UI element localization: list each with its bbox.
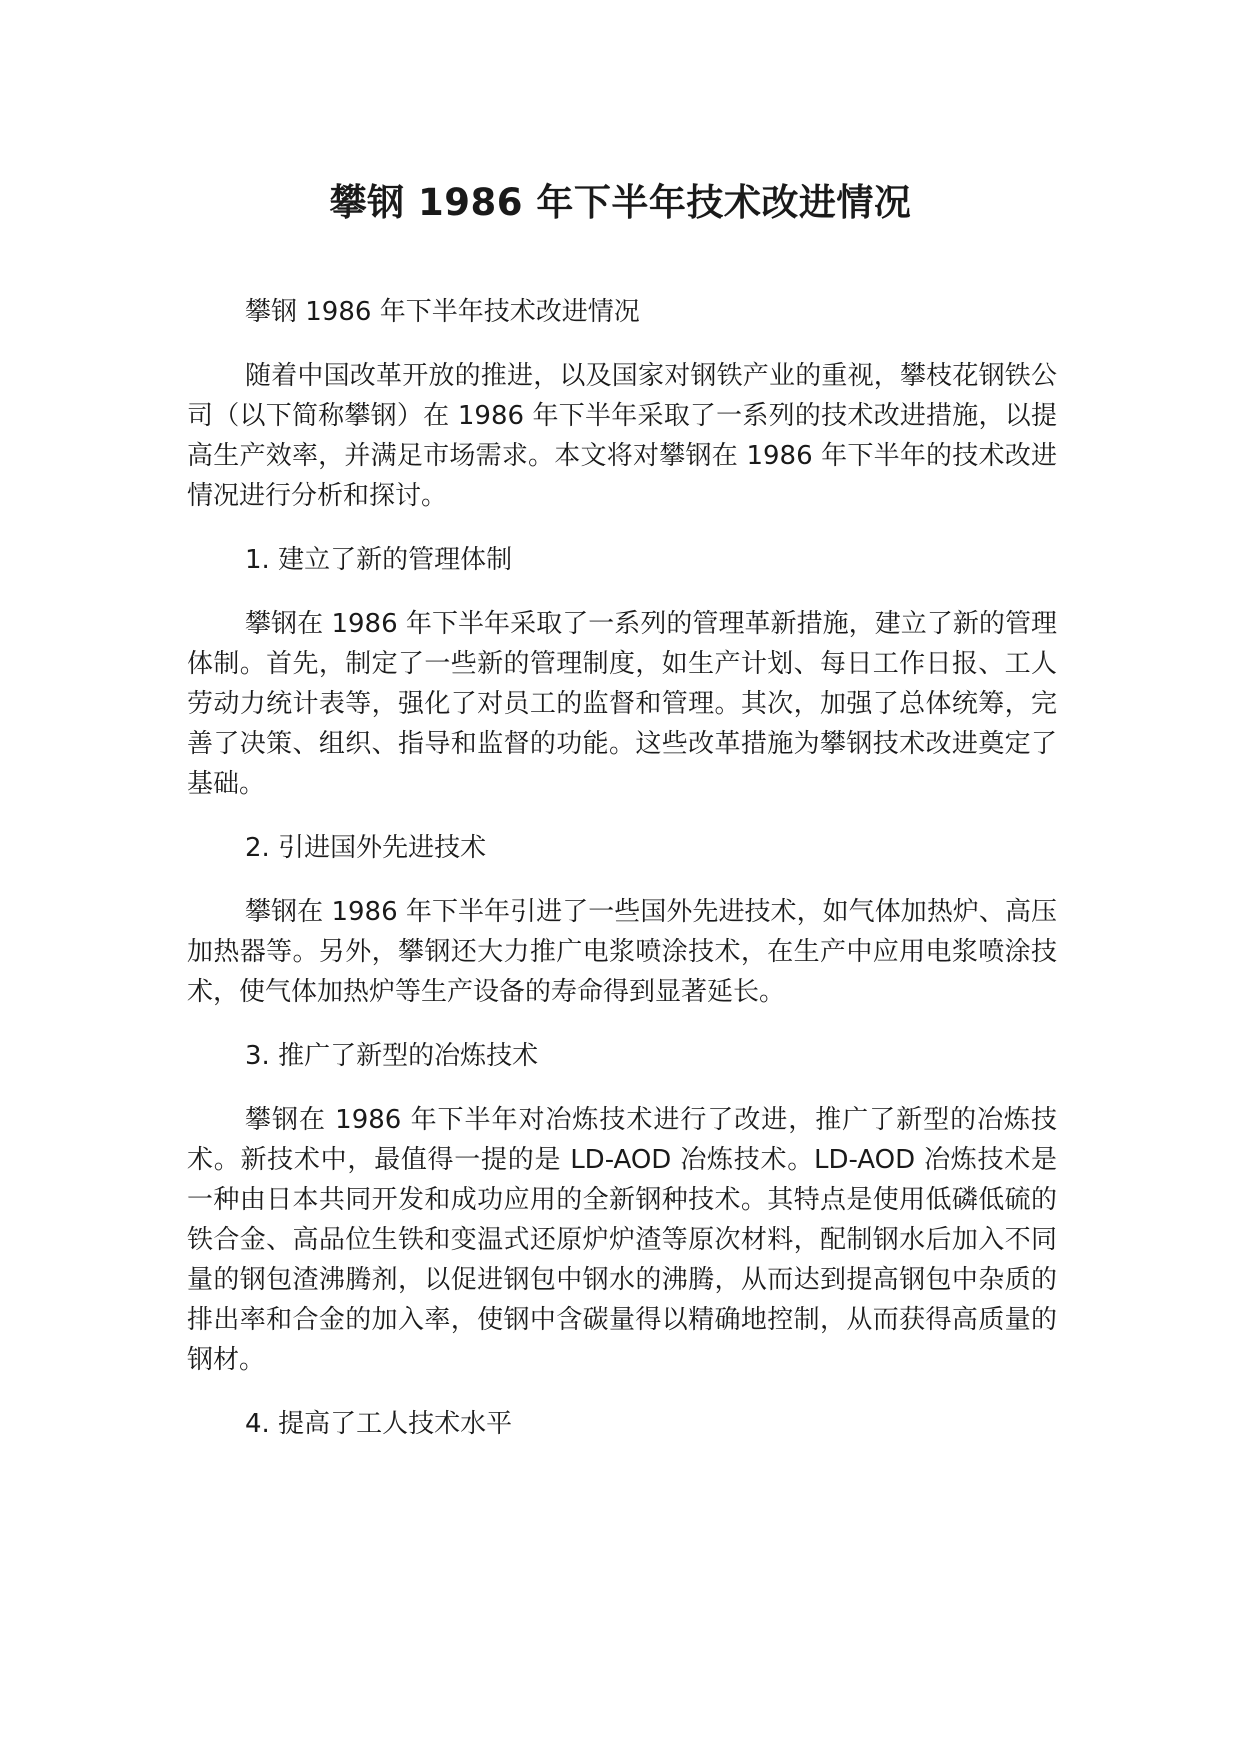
subtitle-paragraph: 攀钢 1986 年下半年技术改进情况 (245, 297, 640, 327)
section-heading-3: 3. 推广了新型的冶炼技术 (245, 1041, 539, 1071)
document-title: 攀钢 1986 年下半年技术改进情况 (329, 181, 912, 224)
section-paragraph-3: 攀钢在 1986 年下半年对冶炼技术进行了改进，推广了新型的冶炼技术。新技术中，最值得一提的是 LD-AOD 冶炼技术。LD-AOD 冶炼技术是一种由日本共同开发和成功应用的全新钢种技术。其特点是使用低磷低硫的铁合金、高品位生铁和变温式还原炉炉渣等原次材料，配制钢水后加入不同量的钢包渣沸腾剂，以促进钢包中钢水的沸腾，从而达到提高钢包中杂质的排出率和合金的加入率，使钢中含碳量得以精确地控制，从而获得高质量的钢材。 (187, 1105, 1057, 1375)
section-paragraph-2: 攀钢在 1986 年下半年引进了一些国外先进技术，如气体加热炉、高压加热器等。另外，攀钢还大力推广电浆喷涂技术，在生产中应用电浆喷涂技术，使气体加热炉等生产设备的寿命得到显著延长。 (187, 897, 1057, 1007)
section-heading-2: 2. 引进国外先进技术 (245, 833, 487, 863)
document-body (187, 292, 1057, 1444)
intro-paragraph: 随着中国改革开放的推进，以及国家对钢铁产业的重视，攀枝花钢铁公司（以下简称攀钢）在 1986 年下半年采取了一系列的技术改进措施，以提高生产效率，并满足市场需求。本文将对攀钢在 1986 年下半年的技术改进情况进行分析和探讨。 (187, 361, 1057, 511)
section-heading-4: 4. 提高了工人技术水平 (245, 1409, 513, 1439)
section-paragraph-1: 攀钢在 1986 年下半年采取了一系列的管理革新措施，建立了新的管理体制。首先，制定了一些新的管理制度，如生产计划、每日工作日报、工人劳动力统计表等，强化了对员工的监督和管理。其次，加强了总体统筹，完善了决策、组织、指导和监督的功能。这些改革措施为攀钢技术改进奠定了基础。 (187, 609, 1057, 799)
section-heading-1: 1. 建立了新的管理体制 (245, 545, 513, 575)
